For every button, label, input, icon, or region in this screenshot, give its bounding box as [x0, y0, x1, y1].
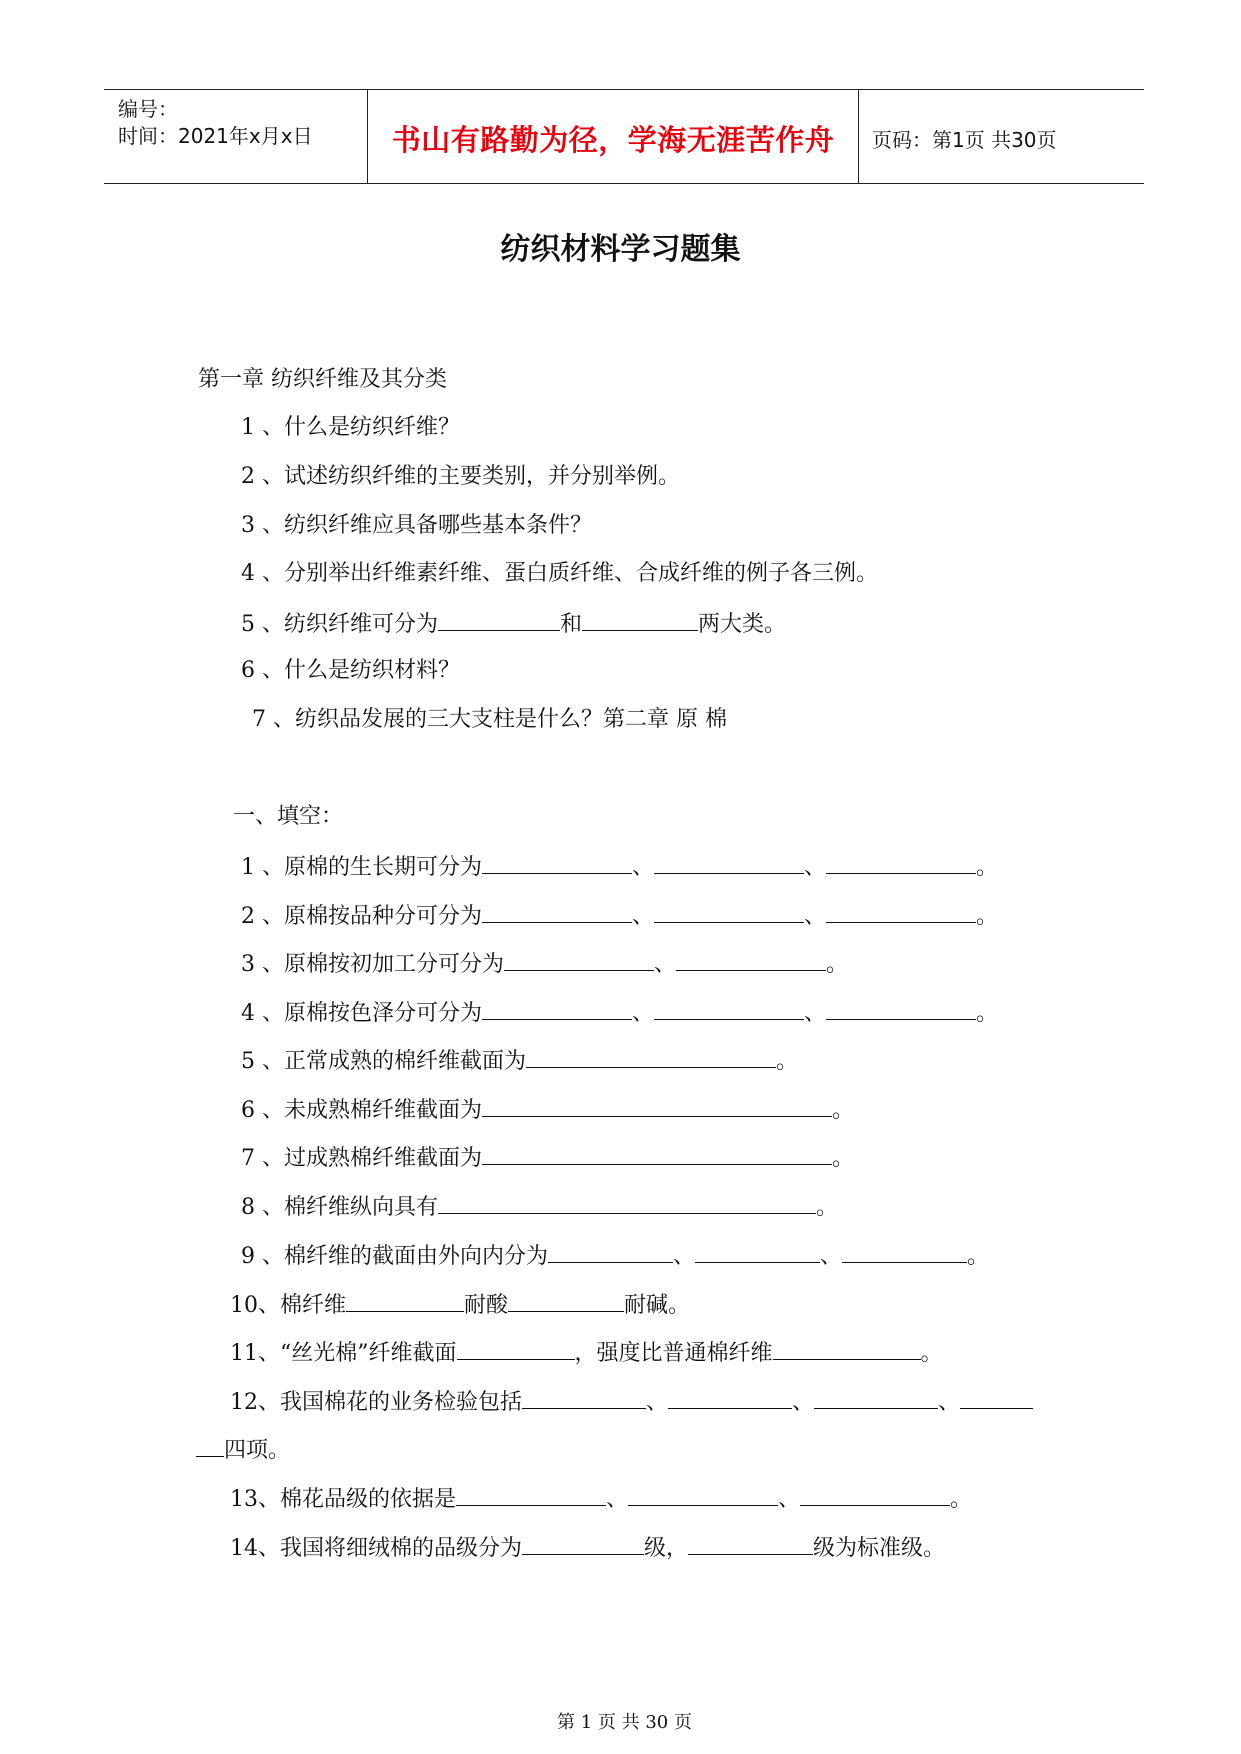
- separator: 、: [804, 1001, 827, 1026]
- chapter1-heading: 第一章 纺织纤维及其分类: [198, 367, 447, 392]
- question-text: 四项。: [224, 1438, 291, 1463]
- question-text: 3 、原棉按初加工分可分为: [241, 952, 504, 977]
- question-text: 耐酸: [464, 1293, 509, 1318]
- question-text: 10、棉纤维: [230, 1293, 346, 1318]
- answer-blank: [196, 1434, 224, 1457]
- ch1-question-4: 4 、分别举出纤维素纤维、蛋白质纤维、合成纤维的例子各三例。: [241, 561, 878, 586]
- question-text: 7 、过成熟棉纤维截面为: [241, 1146, 482, 1171]
- answer-blank: [457, 1337, 575, 1360]
- separator: 、: [632, 855, 655, 880]
- ch2-question-2: [241, 900, 998, 932]
- separator: 、: [606, 1487, 629, 1512]
- period: 。: [950, 1487, 973, 1512]
- period: 。: [832, 1146, 855, 1171]
- period: 。: [976, 1001, 999, 1026]
- ch1-question-1: 1 、什么是纺织纤维？: [241, 415, 460, 440]
- separator: 、: [778, 1487, 801, 1512]
- answer-blank: [814, 1386, 938, 1409]
- ch2-question-6: [241, 1094, 854, 1126]
- answer-blank: [482, 997, 632, 1020]
- answer-blank: [438, 608, 560, 631]
- header-page-cell: [859, 90, 1144, 183]
- question-text: 6 、未成熟棉纤维截面为: [241, 1098, 482, 1123]
- question-text: 4 、原棉按色泽分可分为: [241, 1001, 482, 1026]
- answer-blank: [676, 948, 826, 971]
- ch2-question-10: [230, 1289, 690, 1321]
- page-footer: 第 1 页 共 30 页: [557, 1712, 692, 1733]
- ch2-question-11: [230, 1337, 943, 1369]
- ch2-question-5: [241, 1045, 798, 1077]
- question-text: 2 、原棉按品种分可分为: [241, 904, 482, 929]
- ch2-question-1: [241, 851, 998, 883]
- ch2-question-8: [241, 1191, 838, 1223]
- question-text: 8 、棉纤维纵向具有: [241, 1195, 438, 1220]
- answer-blank: [654, 851, 804, 874]
- answer-blank: [654, 900, 804, 923]
- ch1-question-6: 6 、什么是纺织材料？: [241, 658, 460, 683]
- question-text: 5 、正常成熟的棉纤维截面为: [241, 1049, 526, 1074]
- question-text: 级，: [644, 1536, 689, 1561]
- separator: 、: [820, 1244, 843, 1269]
- ch2-question-9: [241, 1240, 989, 1272]
- question-text: 耐碱。: [624, 1293, 691, 1318]
- question-text: 11、“丝光棉”纤维截面: [230, 1341, 457, 1366]
- answer-blank: [526, 1045, 776, 1068]
- answer-blank: [773, 1337, 921, 1360]
- ch2-question-13: [230, 1483, 972, 1515]
- answer-blank: [582, 608, 698, 631]
- question-text: ，强度比普通棉纤维: [574, 1341, 773, 1366]
- section-fill-in: 一、填空：: [233, 804, 344, 829]
- answer-blank: [826, 900, 976, 923]
- ch2-question-14: [230, 1532, 945, 1564]
- question-text: 14、我国将细绒棉的品级分为: [230, 1536, 522, 1561]
- period: 。: [816, 1195, 839, 1220]
- question-text: 9 、棉纤维的截面由外向内分为: [241, 1244, 548, 1269]
- ch2-question-7: [241, 1142, 854, 1174]
- answer-blank: [654, 997, 804, 1020]
- number-label: 编号：: [118, 97, 178, 121]
- ch2-question-3: [241, 948, 848, 980]
- answer-blank: [508, 1289, 624, 1312]
- q5-and: 和: [560, 612, 583, 637]
- question-text: 1 、原棉的生长期可分为: [241, 855, 482, 880]
- separator: 、: [792, 1390, 815, 1415]
- question-text: 13、棉花品级的依据是: [230, 1487, 456, 1512]
- separator: 、: [654, 952, 677, 977]
- answer-blank: [522, 1532, 644, 1555]
- answer-blank: [842, 1240, 967, 1263]
- answer-blank: [826, 997, 976, 1020]
- answer-blank: [482, 851, 632, 874]
- separator: 、: [632, 1001, 655, 1026]
- answer-blank: [826, 851, 976, 874]
- ch2-question-4: [241, 997, 998, 1029]
- separator: 、: [673, 1244, 696, 1269]
- answer-blank: [438, 1191, 816, 1214]
- period: 。: [976, 904, 999, 929]
- answer-blank: [482, 1094, 832, 1117]
- period: 。: [832, 1098, 855, 1123]
- answer-blank: [482, 1142, 832, 1165]
- answer-blank: [522, 1386, 646, 1409]
- ch1-question-5: [241, 608, 786, 640]
- document-title: 纺织材料学习题集: [500, 232, 741, 267]
- q5-prefix: 5 、纺织纤维可分为: [241, 612, 438, 637]
- ch2-question-12: [230, 1386, 1033, 1418]
- answer-blank: [482, 900, 632, 923]
- question-text: 12、我国棉花的业务检验包括: [230, 1390, 522, 1415]
- answer-blank: [695, 1240, 820, 1263]
- page-label: 页码：第1页 共30页: [872, 128, 1057, 152]
- header-info-cell: [104, 90, 368, 183]
- document-header: [104, 89, 1144, 184]
- answer-blank: [346, 1289, 464, 1312]
- answer-blank: [504, 948, 654, 971]
- header-motto-cell: [368, 90, 859, 183]
- separator: 、: [804, 904, 827, 929]
- answer-blank: [668, 1386, 792, 1409]
- ch1-question-3: 3 、纺织纤维应具备哪些基本条件？: [241, 513, 592, 538]
- period: 。: [920, 1341, 943, 1366]
- answer-blank: [548, 1240, 673, 1263]
- answer-blank: [688, 1532, 813, 1555]
- answer-blank: [800, 1483, 950, 1506]
- period: 。: [976, 855, 999, 880]
- answer-blank: [960, 1386, 1033, 1409]
- motto-text: 书山有路勤为径，学海无涯苦作舟: [391, 123, 835, 157]
- time-label: 时间：2021年x月x日: [118, 124, 313, 148]
- separator: 、: [632, 904, 655, 929]
- period: 。: [967, 1244, 990, 1269]
- separator: 、: [646, 1390, 669, 1415]
- answer-blank: [456, 1483, 606, 1506]
- q5-suffix: 两大类。: [698, 612, 787, 637]
- separator: 、: [804, 855, 827, 880]
- ch1-question-7: 7 、纺织品发展的三大支柱是什么？第二章 原 棉: [252, 707, 727, 732]
- question-text: 级为标准级。: [813, 1536, 946, 1561]
- period: 。: [776, 1049, 799, 1074]
- answer-blank: [628, 1483, 778, 1506]
- period: 。: [826, 952, 849, 977]
- ch1-question-2: 2 、试述纺织纤维的主要类别，并分别举例。: [241, 464, 680, 489]
- separator: 、: [938, 1390, 961, 1415]
- ch2-question-12-cont: [196, 1434, 290, 1466]
